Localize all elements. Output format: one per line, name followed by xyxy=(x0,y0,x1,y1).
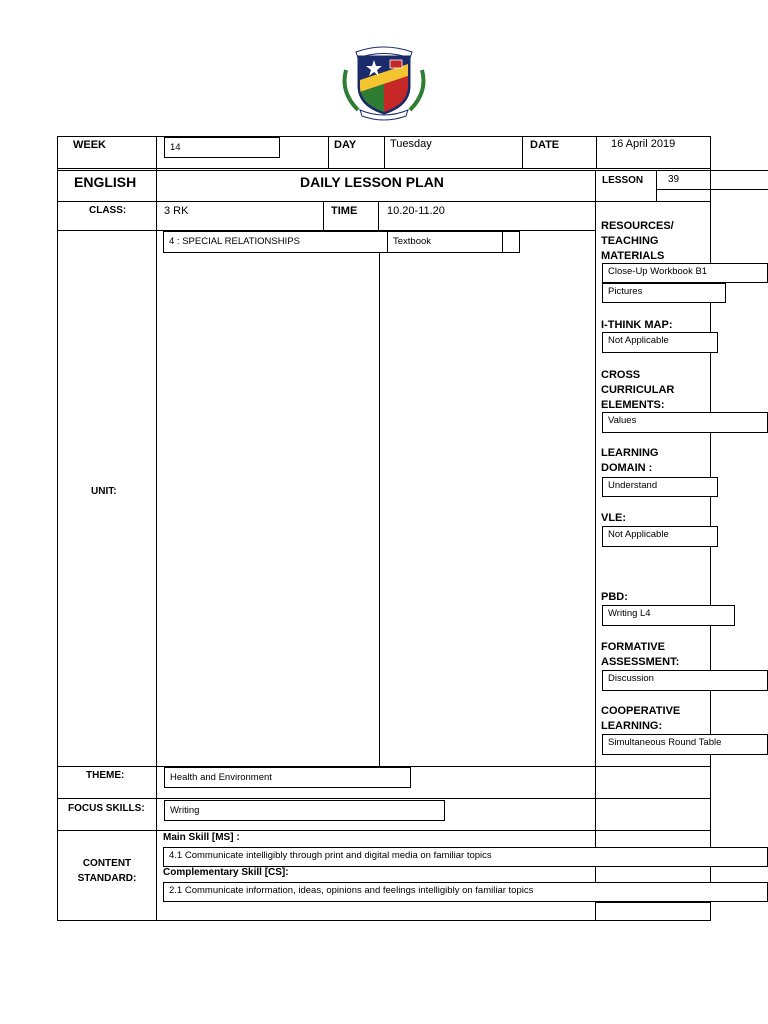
day-field[interactable]: Tuesday xyxy=(390,138,432,150)
content-standard-label: CONTENT STANDARD: xyxy=(77,858,137,884)
vle-label: VLE: xyxy=(601,512,627,524)
class-field[interactable]: 3 RK xyxy=(164,205,189,217)
unit-label: UNIT: xyxy=(91,486,117,497)
pbd-label: PBD: xyxy=(601,591,628,603)
unit-extra-cell[interactable] xyxy=(502,231,520,253)
learning-domain-label: LEARNING DOMAIN : xyxy=(601,447,659,474)
lesson-label: LESSON xyxy=(602,175,644,186)
cross-curricular-label: CROSS CURRICULAR ELEMENTS: xyxy=(601,369,675,411)
lesson-field[interactable]: 39 xyxy=(668,174,680,185)
class-label: CLASS: xyxy=(89,205,127,216)
page-title: DAILY LESSON PLAN xyxy=(300,174,444,190)
resource-item-2[interactable]: Pictures xyxy=(602,283,726,303)
subject-label: ENGLISH xyxy=(74,174,137,190)
unit-resource-field[interactable]: Textbook xyxy=(387,231,503,253)
week-field[interactable]: 14 xyxy=(164,137,280,158)
formative-assessment-label: FORMATIVE ASSESSMENT: xyxy=(601,641,680,668)
time-field[interactable]: 10.20-11.20 xyxy=(387,205,445,217)
school-crest-logo xyxy=(336,40,432,124)
main-skill-field[interactable]: 4.1 Communicate intelligibly through print and digital media on familiar topics xyxy=(163,847,768,867)
ithink-label: I-THINK MAP: xyxy=(601,319,673,331)
complementary-skill-label: Complementary Skill [CS]: xyxy=(163,867,289,878)
theme-field[interactable]: Health and Environment xyxy=(164,767,411,788)
cooperative-learning-field[interactable]: Simultaneous Round Table xyxy=(602,734,768,755)
week-label: WEEK xyxy=(73,139,106,151)
focus-skills-label: FOCUS SKILLS: xyxy=(68,803,145,814)
formative-assessment-field[interactable]: Discussion xyxy=(602,670,768,691)
complementary-skill-field[interactable]: 2.1 Communicate information, ideas, opinions and feelings intelligibly on familiar topics xyxy=(163,882,768,902)
cross-curricular-field[interactable]: Values xyxy=(602,412,768,433)
resources-label: RESOURCES/ TEACHING MATERIALS xyxy=(601,220,674,262)
cooperative-learning-label: COOPERATIVE LEARNING: xyxy=(601,705,681,732)
time-label: TIME xyxy=(331,205,358,217)
focus-skills-field[interactable]: Writing xyxy=(164,800,445,821)
unit-field[interactable]: 4 : SPECIAL RELATIONSHIPS xyxy=(163,231,389,253)
date-field[interactable]: 16 April 2019 xyxy=(611,138,676,150)
date-label: DATE xyxy=(530,139,560,151)
main-skill-label: Main Skill [MS] : xyxy=(163,832,240,843)
day-label: DAY xyxy=(334,139,357,151)
learning-domain-field[interactable]: Understand xyxy=(602,477,718,497)
vle-field[interactable]: Not Applicable xyxy=(602,526,718,547)
theme-label: THEME: xyxy=(86,770,125,781)
pbd-field[interactable]: Writing L4 xyxy=(602,605,735,626)
ithink-field[interactable]: Not Applicable xyxy=(602,332,718,353)
resource-item-1[interactable]: Close-Up Workbook B1 xyxy=(602,263,768,283)
